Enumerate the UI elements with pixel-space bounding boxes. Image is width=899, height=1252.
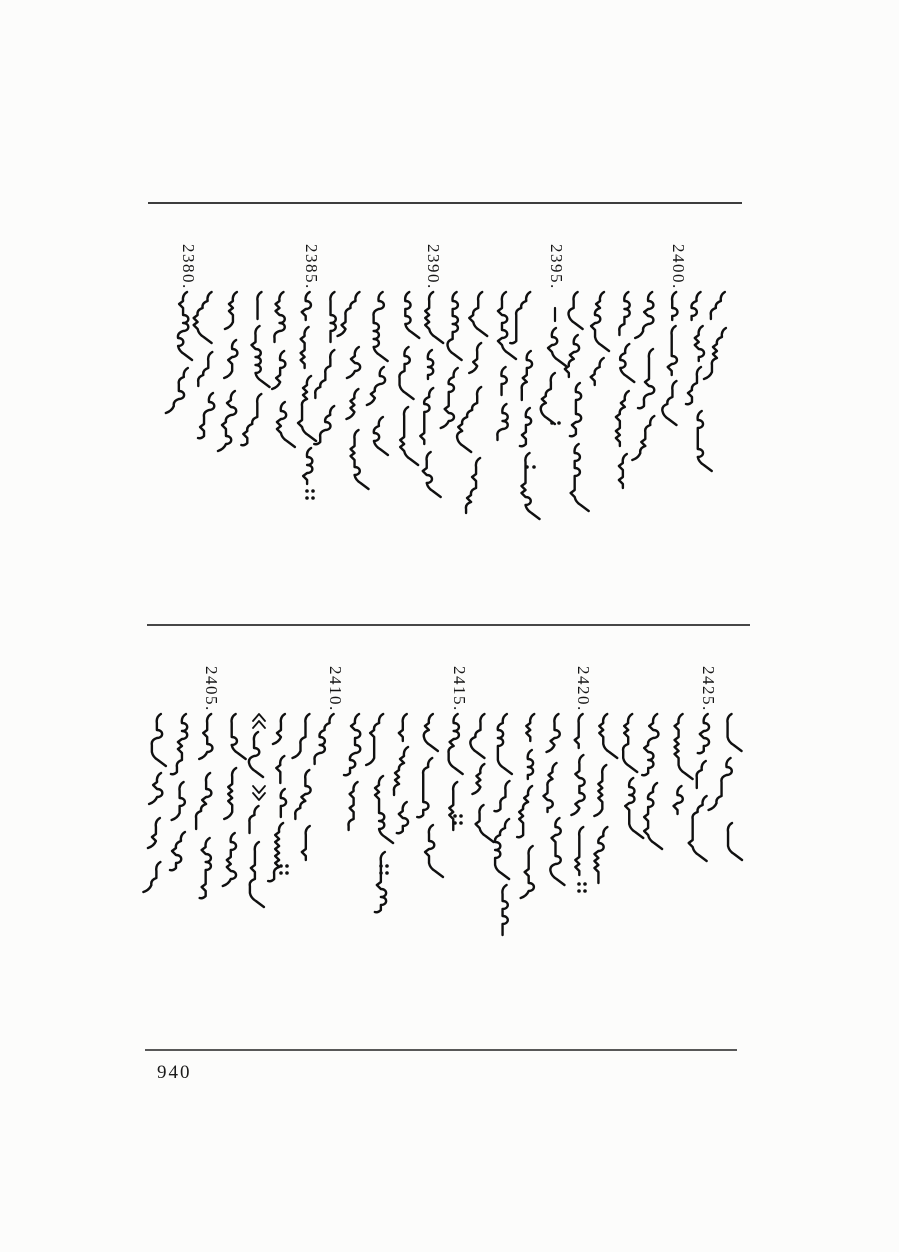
script-word xyxy=(367,367,385,405)
script-column xyxy=(466,290,500,520)
script-column xyxy=(344,290,378,501)
script-column xyxy=(711,290,745,403)
script-word xyxy=(400,407,418,465)
script-word xyxy=(727,714,741,751)
script-word xyxy=(497,404,507,440)
sentence-end-dot xyxy=(459,814,463,818)
script-word xyxy=(241,394,261,445)
script-word xyxy=(672,292,677,320)
script-word xyxy=(424,714,438,751)
script-word xyxy=(550,818,564,885)
script-word xyxy=(178,292,192,360)
script-word xyxy=(695,326,704,361)
script-word xyxy=(470,714,484,758)
script-word xyxy=(249,732,263,777)
script-word xyxy=(517,786,532,837)
script-column xyxy=(638,290,672,466)
script-word xyxy=(565,335,579,377)
script-word xyxy=(399,347,413,399)
line-number-label: 2390. xyxy=(424,244,443,290)
script-column xyxy=(145,712,179,916)
script-column xyxy=(319,712,353,796)
script-word xyxy=(498,714,512,774)
script-word xyxy=(348,782,357,830)
script-word xyxy=(635,292,653,338)
script-column xyxy=(393,712,427,873)
script-word xyxy=(276,756,284,783)
sentence-end-dot xyxy=(459,821,463,825)
line-number-label: 2415. xyxy=(450,666,469,712)
script-word xyxy=(642,714,658,775)
script-word xyxy=(302,826,310,860)
script-word xyxy=(152,714,166,766)
script-word xyxy=(449,714,463,774)
script-word xyxy=(273,714,285,744)
script-column xyxy=(269,712,303,890)
script-word xyxy=(476,805,494,842)
sentence-end-dot xyxy=(279,871,283,875)
script-word xyxy=(571,755,584,815)
script-word xyxy=(599,714,617,758)
script-word xyxy=(148,818,160,848)
script-column xyxy=(491,290,525,441)
line-number-label: 2395. xyxy=(547,244,566,290)
script-column xyxy=(692,712,726,890)
script-word xyxy=(466,458,480,513)
script-word xyxy=(569,292,583,329)
script-column xyxy=(368,290,402,452)
script-word xyxy=(502,885,507,935)
script-word xyxy=(274,292,284,342)
script-word xyxy=(541,373,555,424)
sentence-end-dot xyxy=(583,882,587,886)
script-word xyxy=(697,761,706,788)
script-word xyxy=(257,292,261,319)
script-column xyxy=(443,712,477,840)
script-word xyxy=(428,350,433,379)
script-word xyxy=(252,326,270,387)
script-word xyxy=(232,714,246,759)
script-word xyxy=(472,764,484,794)
script-word xyxy=(423,452,441,497)
script-word xyxy=(522,351,532,400)
script-word xyxy=(675,714,693,779)
script-word xyxy=(224,340,237,378)
script-word xyxy=(691,292,700,320)
line-number-label: 2410. xyxy=(326,666,345,712)
script-column xyxy=(642,712,676,828)
script-column xyxy=(221,290,255,496)
script-word xyxy=(674,786,683,814)
script-word xyxy=(495,819,509,879)
sentence-end-dot xyxy=(379,864,383,868)
script-word xyxy=(149,773,162,804)
script-column xyxy=(197,290,231,452)
script-word xyxy=(225,292,237,329)
script-word xyxy=(301,327,309,368)
sentence-end-dot xyxy=(532,465,536,469)
script-word xyxy=(218,391,236,451)
script-word xyxy=(346,389,358,419)
script-column xyxy=(195,712,229,918)
middle-rule xyxy=(147,624,750,626)
script-word xyxy=(494,781,509,811)
script-column xyxy=(319,290,353,471)
script-word xyxy=(374,417,388,455)
script-word xyxy=(619,292,629,335)
script-word xyxy=(711,292,725,319)
script-word xyxy=(375,852,386,912)
line-number-label: 2420. xyxy=(574,666,593,712)
script-column xyxy=(172,290,206,456)
script-word xyxy=(330,292,335,342)
script-column xyxy=(468,712,502,850)
script-word xyxy=(298,376,316,441)
script-word xyxy=(547,714,560,752)
script-column xyxy=(687,290,721,475)
script-word xyxy=(638,349,654,408)
script-word xyxy=(448,292,462,360)
script-word xyxy=(698,411,712,471)
script-column xyxy=(617,712,651,855)
script-word xyxy=(249,806,258,833)
script-word xyxy=(198,352,212,386)
script-column xyxy=(244,712,278,906)
sentence-end-dot xyxy=(285,871,289,875)
script-word xyxy=(698,714,709,753)
script-word xyxy=(520,408,531,446)
script-word xyxy=(166,368,188,413)
script-word xyxy=(594,827,607,883)
script-word xyxy=(394,747,408,795)
script-word xyxy=(417,758,432,817)
bottom-rule xyxy=(145,1049,737,1051)
script-word xyxy=(194,292,212,343)
script-word xyxy=(591,358,604,385)
script-column xyxy=(564,290,598,498)
script-word xyxy=(528,750,533,779)
script-word xyxy=(457,387,481,452)
script-word xyxy=(143,862,160,892)
script-word xyxy=(250,842,264,907)
script-column xyxy=(369,712,403,890)
script-word xyxy=(272,351,285,389)
script-word xyxy=(662,381,676,425)
script-word xyxy=(521,846,534,898)
page-number: 940 xyxy=(157,1062,192,1083)
script-word xyxy=(315,350,334,398)
script-word xyxy=(199,714,212,759)
script-word xyxy=(570,383,581,436)
script-word xyxy=(544,763,557,812)
script-word xyxy=(425,825,443,877)
sentence-end-dot xyxy=(379,871,383,875)
script-word xyxy=(575,827,583,875)
script-word xyxy=(616,391,629,446)
script-word xyxy=(689,796,707,861)
script-word xyxy=(510,292,530,343)
script-word xyxy=(571,444,589,511)
script-column xyxy=(667,712,701,856)
sentence-end-dot xyxy=(311,489,315,493)
quote-close-mark xyxy=(253,786,265,800)
line-number-label: 2405. xyxy=(202,666,221,712)
sentence-end-dot xyxy=(453,814,457,818)
script-word xyxy=(469,292,487,336)
script-word xyxy=(498,292,516,359)
script-column xyxy=(220,712,254,896)
line-number-label: 2400. xyxy=(669,244,688,290)
script-word xyxy=(373,292,387,361)
script-word xyxy=(171,714,187,774)
script-column xyxy=(294,712,328,880)
script-word xyxy=(314,714,333,764)
quote-open-mark xyxy=(253,714,265,728)
script-word xyxy=(620,344,634,382)
script-column xyxy=(418,712,452,883)
script-word xyxy=(704,328,726,379)
script-word xyxy=(522,453,540,519)
script-word xyxy=(526,714,534,741)
sentence-end-dot xyxy=(577,882,581,886)
script-word xyxy=(405,292,419,338)
script-word xyxy=(196,773,211,829)
script-column xyxy=(567,712,601,908)
script-word xyxy=(575,714,583,748)
script-word xyxy=(449,782,457,830)
script-column xyxy=(295,290,329,515)
script-word xyxy=(441,368,458,428)
script-word xyxy=(344,714,360,775)
script-word xyxy=(469,343,481,373)
script-word xyxy=(281,789,286,817)
script-word xyxy=(425,292,443,343)
sentence-end-dot xyxy=(577,889,581,893)
script-word xyxy=(623,714,637,772)
script-word xyxy=(277,402,295,447)
script-column xyxy=(170,712,204,913)
script-word xyxy=(668,326,677,375)
top-rule xyxy=(148,202,742,204)
script-word xyxy=(619,454,627,488)
script-word xyxy=(548,328,566,366)
sentence-end-dot xyxy=(385,864,389,868)
script-word xyxy=(223,833,236,886)
script-column xyxy=(613,290,647,516)
script-word xyxy=(347,347,360,378)
sentence-end-dot xyxy=(385,871,389,875)
sentence-end-dot xyxy=(311,496,315,500)
sentence-end-dot xyxy=(285,864,289,868)
script-word xyxy=(170,832,185,870)
script-column xyxy=(270,290,304,446)
script-word xyxy=(224,768,236,819)
script-word xyxy=(591,292,609,351)
script-column xyxy=(493,712,527,926)
line-number-label: 2425. xyxy=(699,666,718,712)
script-word xyxy=(295,770,310,819)
script-word xyxy=(501,367,506,395)
script-word xyxy=(172,782,185,820)
script-column xyxy=(662,290,696,456)
script-column xyxy=(417,290,451,501)
script-word xyxy=(632,416,654,460)
script-word xyxy=(420,388,433,444)
script-word xyxy=(351,430,369,489)
script-word xyxy=(397,802,408,833)
script-word xyxy=(338,292,360,336)
script-word xyxy=(686,367,701,404)
script-column xyxy=(518,712,552,898)
sentence-end-dot xyxy=(279,864,283,868)
script-word xyxy=(198,393,214,438)
script-word xyxy=(709,758,732,810)
script-column xyxy=(717,712,751,888)
script-column xyxy=(246,290,280,480)
script-word xyxy=(268,823,283,881)
script-word xyxy=(292,714,309,758)
script-word xyxy=(728,823,742,860)
sentence-end-dot xyxy=(550,421,554,425)
script-word xyxy=(314,406,334,444)
sentence-end-dot xyxy=(305,496,309,500)
sentence-end-dot xyxy=(557,421,561,425)
script-column xyxy=(543,712,577,888)
script-word xyxy=(644,783,662,849)
script-word xyxy=(200,838,211,898)
sentence-end-dot xyxy=(305,489,309,493)
script-column xyxy=(515,290,549,490)
script-column xyxy=(589,290,623,428)
script-word xyxy=(399,714,407,741)
sentence-end-dot xyxy=(525,465,529,469)
script-word xyxy=(303,448,312,484)
sentence-end-dot xyxy=(583,889,587,893)
script-word xyxy=(594,765,606,816)
line-number-label: 2385. xyxy=(302,244,321,290)
script-column xyxy=(540,290,574,446)
script-word xyxy=(625,778,643,838)
line-number-label: 2380. xyxy=(179,244,198,290)
script-word xyxy=(375,776,393,843)
script-word xyxy=(302,292,311,320)
script-column xyxy=(592,712,626,865)
script-column xyxy=(442,290,476,441)
sentence-end-dot xyxy=(453,821,457,825)
script-column xyxy=(393,290,427,464)
script-column xyxy=(344,712,378,828)
script-word xyxy=(366,714,383,765)
